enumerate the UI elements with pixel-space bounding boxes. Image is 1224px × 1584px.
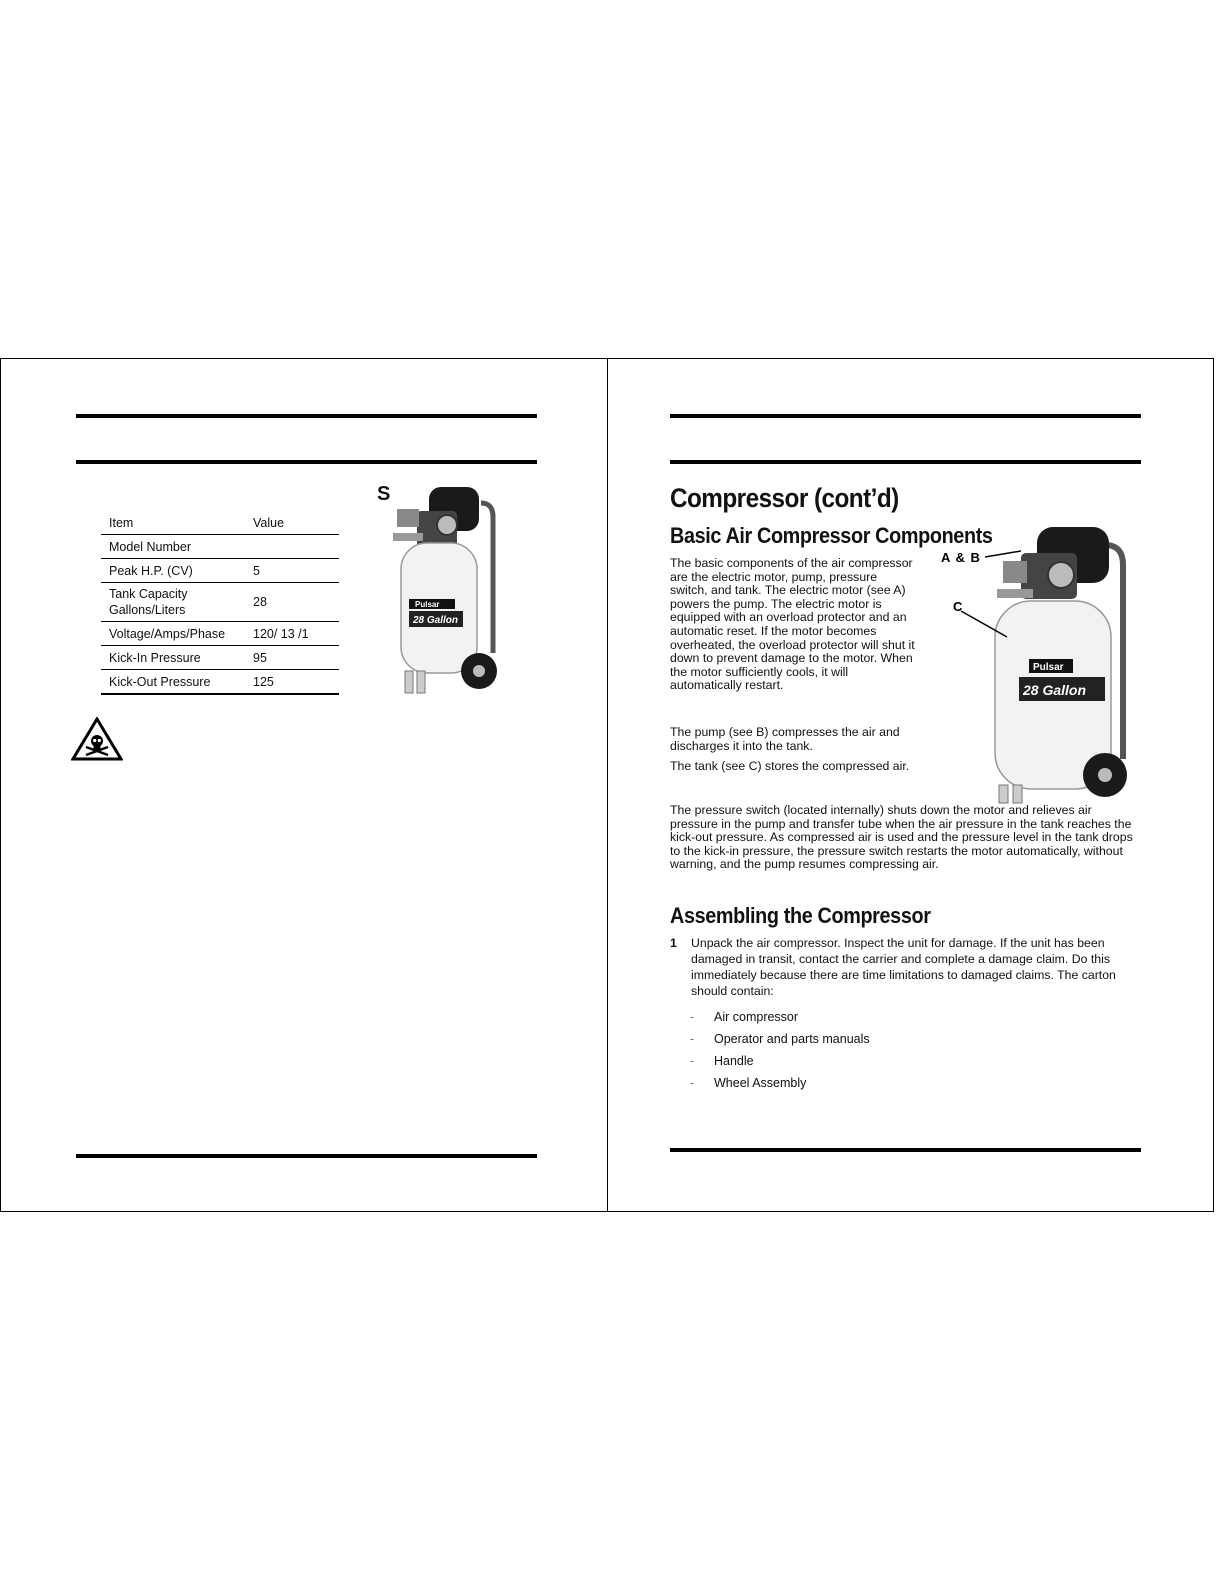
list-item-text: Air compressor — [714, 1010, 799, 1024]
list-item-text: Wheel Assembly — [714, 1076, 807, 1090]
brand-text-large: Pulsar — [1033, 662, 1064, 673]
footer-rule — [76, 1154, 537, 1158]
decal-text-large: 28 Gallon — [1023, 682, 1087, 698]
cell-value: 95 — [245, 646, 339, 670]
brand-text-small: Pulsar — [415, 600, 440, 609]
callout-c: C — [953, 599, 963, 614]
carton-contents-list — [690, 1009, 1090, 1097]
compressor-photo-small — [389, 483, 501, 703]
table-row — [101, 646, 339, 670]
list-item — [690, 1075, 1090, 1097]
list-item — [690, 1053, 1090, 1075]
table-header-row — [101, 511, 339, 535]
table-row — [101, 559, 339, 583]
header-rule-bottom — [76, 460, 537, 464]
cell-item: Model Number — [101, 535, 245, 559]
section-heading-components: Basic Air Compressor Components — [670, 523, 993, 548]
column-header-item: Item — [109, 515, 134, 530]
paragraph-pump: The pump (see B) compresses the air and discharges it into the tank. — [670, 725, 900, 753]
list-item-text: Operator and parts manuals — [714, 1032, 870, 1046]
decal-text-small: 28 Gallon — [413, 615, 459, 626]
manual-spread — [0, 358, 1214, 1212]
cell-item: Voltage/Amps/Phase — [101, 622, 245, 646]
step-text: Unpack the air compressor. Inspect the unit for damage. If the unit has been damaged in transit, contact the carrier and complete a damage claim. Do this immediately because there are time limitations to damaged claims. The carton should contain: — [691, 936, 1116, 998]
cell-item: Kick-Out Pressure — [101, 670, 245, 695]
header-rule-top — [670, 414, 1141, 418]
list-item-text: Handle — [714, 1054, 754, 1068]
list-item — [690, 1009, 1090, 1031]
footer-rule — [670, 1148, 1141, 1152]
page-title: Compressor (cont’d) — [670, 483, 899, 513]
bullet-marker: - — [690, 1076, 695, 1090]
cell-value: 28 — [245, 583, 339, 622]
poison-skull-warning-icon — [71, 717, 123, 761]
cell-value: 5 — [245, 559, 339, 583]
table-row — [101, 583, 339, 622]
bullet-marker: - — [690, 1010, 695, 1024]
cell-item: Peak H.P. (CV) — [101, 559, 245, 583]
table-row — [101, 622, 339, 646]
cell-item: Kick-In Pressure — [101, 646, 245, 670]
cell-value — [245, 535, 339, 559]
paragraph-tank: The tank (see C) stores the compressed air. — [670, 759, 910, 773]
column-header-value: Value — [253, 515, 285, 530]
bullet-marker: - — [690, 1032, 695, 1046]
step-number: 1 — [670, 936, 677, 950]
table-row — [101, 670, 339, 695]
section-heading-assembling: Assembling the Compressor — [670, 903, 931, 928]
cell-value: 120/ 13 /1 — [245, 622, 339, 646]
paragraph-components: The basic components of the air compressor are the electric motor, pump, pressure switch, and tank. The electric motor (see A) powers the pump. The electric motor is equipped with an overload protector and an automatic reset. If the motor becomes overheated, the overload protector will shut it down to prevent damage to the motor. When the motor sufficiently cools, it will automatically restart. — [670, 556, 915, 693]
heading-fragment: S — [377, 483, 391, 505]
paragraph-pressure-switch: The pressure switch (located internally) shuts down the motor and relieves air pressure in the pump and transfer tube when the air pressure in the tank reaches the kick-out pressure. As compressed air is used and the pressure level in the tank drops to the kick-in pressure, the pressure switch restarts the motor automatically, without warning, and the pump resumes compressing air. — [670, 803, 1133, 872]
header-rule-bottom — [670, 460, 1141, 464]
compressor-photo-large — [937, 523, 1137, 805]
bullet-marker: - — [690, 1054, 695, 1068]
cell-value: 125 — [245, 670, 339, 695]
table-row — [101, 535, 339, 559]
page-divider — [607, 359, 608, 1211]
cell-item: Tank Capacity Gallons/Liters — [101, 583, 245, 622]
callout-ab: A & B — [941, 550, 981, 565]
specs-table — [101, 511, 339, 695]
list-item — [690, 1031, 1090, 1053]
header-rule-top — [76, 414, 537, 418]
